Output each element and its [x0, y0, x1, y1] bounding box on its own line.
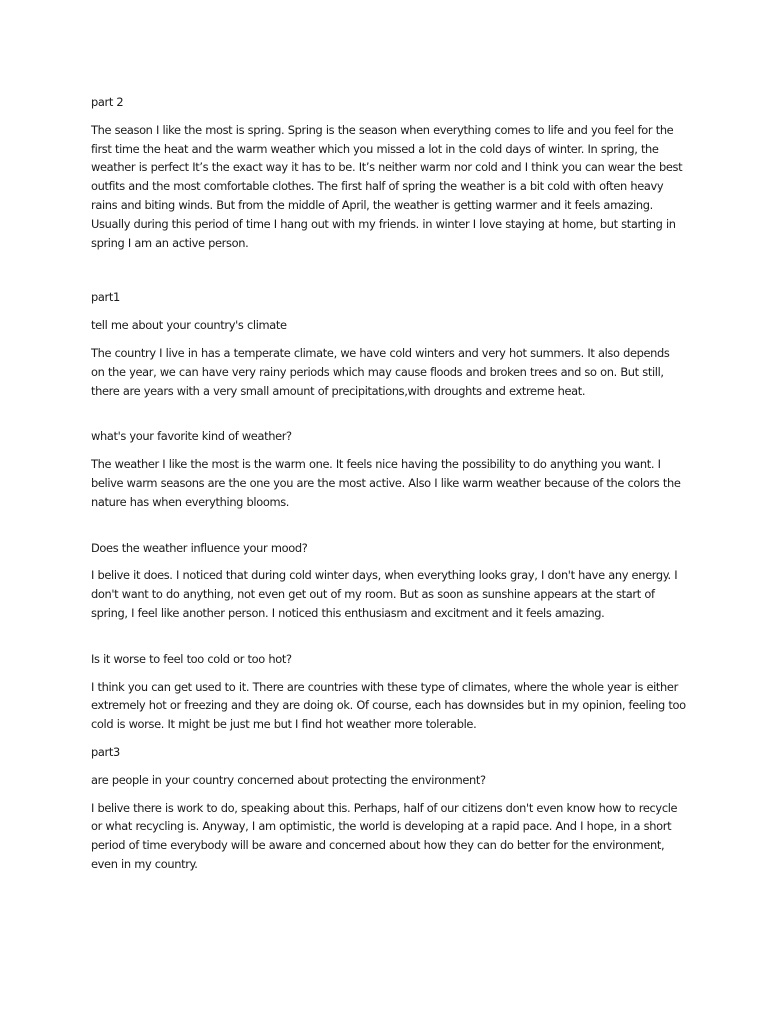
part1-heading: part1 [91, 290, 120, 305]
part1-question-1: tell me about your country's climate [91, 318, 287, 333]
part1-question-4: Is it worse to feel too cold or too hot? [91, 651, 292, 666]
part1-answer-1: The country I live in has a temperate climate, we have cold winters and very hot summers. It also depends on the year, we can have very rainy periods which may cause floods and broken trees and so on. But still, there are years with a very small amount of precipitations,with droughts and extreme heat. [91, 345, 670, 398]
part1-question-2: what's your favorite kind of weather? [91, 429, 292, 444]
part2-heading: part 2 [91, 95, 124, 109]
part1-answer-3: I belive it does. I noticed that during cold winter days, when everything looks gray, I don't have any energy. I don't want to do anything, not even get out of my room. But as soon as sunshine appears at the start of spring, I feel like another person. I noticed this enthusiasm and excitment and it feels amazing. [91, 568, 678, 620]
part3-heading: part3 [91, 744, 120, 759]
part3-question-1: are people in your country concerned about protecting the environment? [91, 772, 486, 787]
part1-question-3: Does the weather influence your mood? [91, 540, 308, 555]
part2-body: The season I like the most is spring. Spring is the season when everything comes to life and you feel for the first time the heat and the warm weather which you missed a lot in the cold days of winter. In spring, the weather is perfect It’s the exact way it has to be. It’s neither warm nor cold and I think you can wear the best outfits and the most comfortable clothes. The first half of spring the weather is a bit cold with often heavy rains and biting winds. But from the middle of April, the weather is getting warmer and it feels amazing. Usually during this period of time I hang out with my friends. in winter I love staying at home, but starting in spring I am an active person. [91, 122, 683, 250]
document-content [91, 93, 686, 874]
part1-answer-4: I think you can get used to it. There are countries with these type of climates, where the whole year is either extremely hot or freezing and they are doing ok. Of course, each has downsides but in my opinion, feeling too cold is worse. It might be just me but I find hot weather more tolerable. [91, 679, 686, 732]
part3-answer-1: I belive there is work to do, speaking about this. Perhaps, half of our citizens don't even know how to recycle or what recycling is. Anyway, I am optimistic, the world is developing at a rapid pace. And I hope, in a short period of time everybody will be aware and concerned about how they can do better for the environment, even in my country. [91, 800, 678, 871]
part1-answer-2: The weather I like the most is the warm one. It feels nice having the possibility to do anything you want. I belive warm seasons are the one you are the most active. Also I like warm weather because of the colors the nature has when everything blooms. [91, 457, 681, 509]
